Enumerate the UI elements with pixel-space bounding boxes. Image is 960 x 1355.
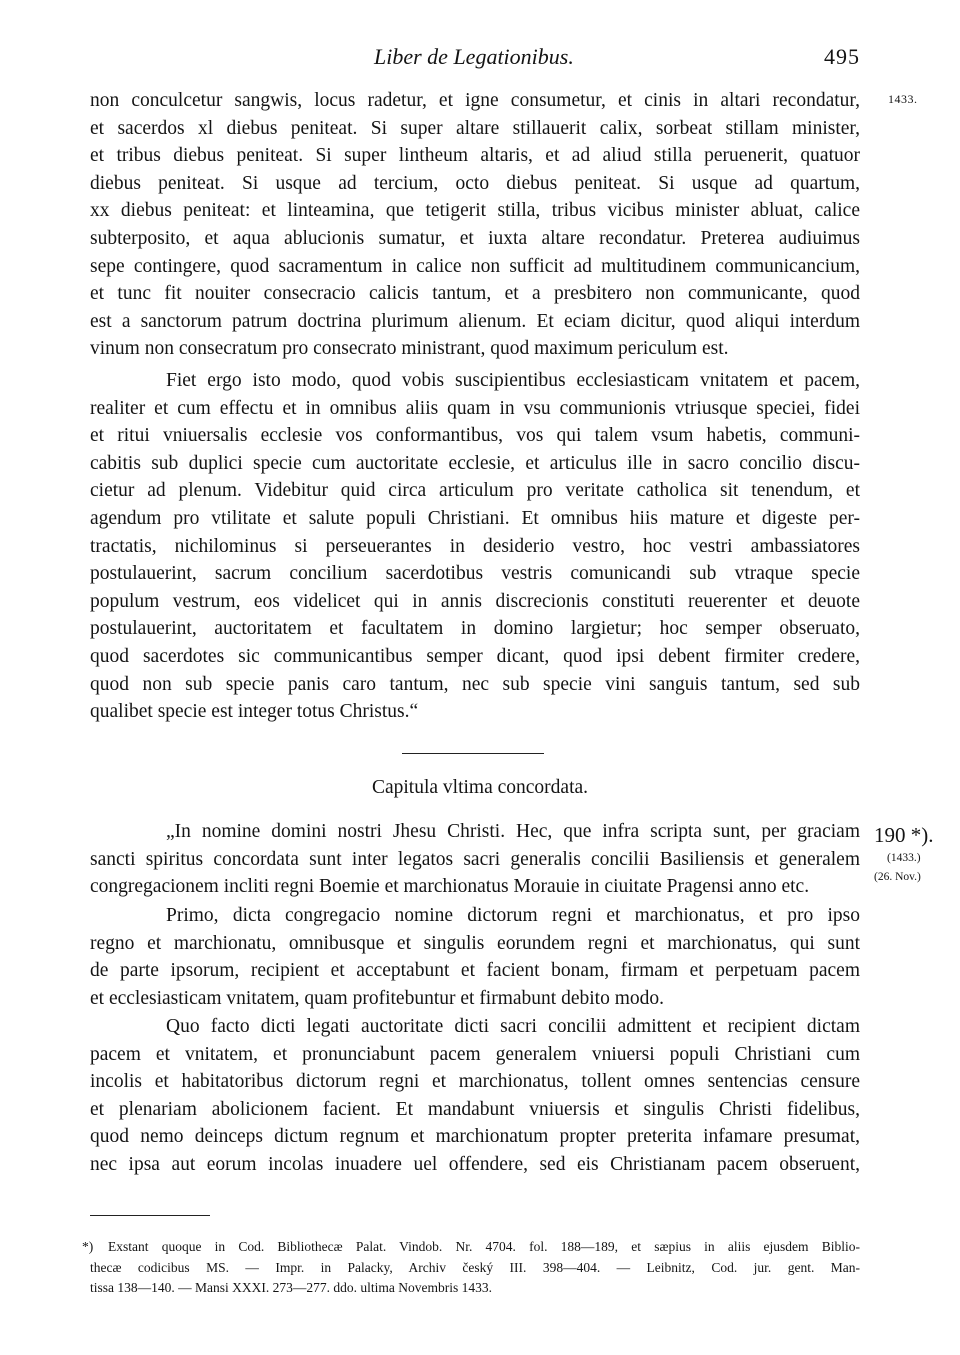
text-line: vinum non consecratum pro consecrato ministrant, quod maximum periculum est. — [90, 338, 729, 360]
running-header — [90, 44, 860, 74]
paragraph-2 — [90, 367, 860, 726]
running-title: Liber de Legationibus. — [374, 44, 574, 69]
text-line: et tribus diebus peniteat. Si super lintheum altaris, et ad aliud stilla peruenerit, quatuor — [90, 145, 860, 167]
paragraph-5 — [90, 1013, 860, 1179]
section-divider — [402, 753, 544, 754]
text-line: incolis et habitatoribus dictorum regni et marchionatus, tollent omnes sentencias censure — [90, 1071, 860, 1093]
text-line: Primo, dicta congregacio nomine dictorum regni et marchionatus, et pro ipso — [166, 905, 860, 926]
text-line: et ecclesiasticam vnitatem, quam profitebuntur et firmabunt debito modo. — [90, 987, 664, 1009]
page-number: 495 — [824, 44, 860, 69]
footnote-line: tissa 138—140. — Mansi XXXI. 273—277. ddo. ultima Novembris 1433. — [90, 1280, 492, 1295]
text-line: subterposito, et aqua ablucionis sumatur, et iuxta altare recondatur. Preterea audiuimus — [90, 227, 860, 249]
footnote-line: thecæ codicibus MS. — Impr. in Palacky, Archiv český III. 398—404. — Leibnitz, Cod. jur. gent. Man- — [90, 1259, 860, 1275]
text-line: quod non sub specie panis caro tantum, nec sub specie vini sanguis tantum, sed sub — [90, 673, 860, 695]
text-line: Quo facto dicti legati auctoritate dicti sacri concilii admittent et recipient dictam — [166, 1016, 860, 1037]
text-line: qualibet specie est integer totus Christus.“ — [90, 701, 419, 723]
text-line: cietur ad plenum. Videbitur quid circa articulum pro veritate catholica sit tenendum, et — [90, 480, 860, 502]
text-line: realiter et cum effectu et in omnibus aliis quam in vsu communionis vtriusque speciei, fidei — [90, 397, 860, 419]
text-line: postulauerint, sacrum concilium sacerdotibus vestris comunicandi sub vtraque specie — [90, 563, 860, 585]
text-line: et sacerdos xl diebus peniteat. Si super altare stillauerit calix, sorbeat stillam minister, — [90, 117, 860, 139]
text-line: quod nemo deinceps dictum regnum et marchionatum propter preterita infamare presumat, — [90, 1126, 860, 1148]
margin-year: 1433. — [888, 92, 918, 106]
text-line: „In nomine domini nostri Jhesu Christi. Hec, que infra scripta sunt, per graciam — [166, 821, 860, 842]
paragraph-3 — [90, 818, 860, 901]
text-line: non conculcetur sangwis, locus radetur, et igne consumetur, et cinis in altari recondatur, — [90, 90, 860, 111]
text-line: nec ipsa aut eorum incolas inuadere uel offendere, sed eis Christianam pacem obseruent, — [90, 1153, 860, 1175]
text-line: congregacionem incliti regni Boemie et marchionatus Morauie in ciuitate Pragensi anno etc. — [90, 876, 810, 898]
text-line: est a sanctorum patrum doctrina plurimum alienum. Et eciam dicitur, quod aliqui interdum — [90, 310, 860, 332]
section-title: Capitula vltima concordata. — [371, 777, 589, 798]
text-line: xx diebus peniteat: et linteamina, que tetigerit stilla, tribus vicibus minister abluat, calice — [90, 200, 860, 222]
text-line: et tunc fit nouiter consecracio calicis tantum, et a presbitero non communicante, quod — [90, 283, 860, 305]
text-line: sepe contingere, quod sacramentum in calice non sufficit ad multitudinem communicancium, — [90, 255, 860, 277]
paragraph-4 — [90, 902, 860, 1012]
text-line: pacem et vnitatem, et pronunciabunt pacem generalem vniuersi populi Christiani cum — [90, 1043, 860, 1065]
paragraph-1 — [90, 87, 860, 363]
footnote — [82, 1237, 860, 1299]
footnote-line: Exstant quoque in Cod. Bibliothecæ Palat. Vindob. Nr. 4704. fol. 188—189, et sæpius in aliis ejusdem Biblio- — [108, 1239, 860, 1254]
text-line: cabitis sub duplici specie cum auctoritate ecclesie, et articulus ille in sacro concilio discu- — [90, 452, 860, 474]
text-line: sancti spiritus concordata sunt inter legatos sacri generalis concilii Basiliensis et generalem — [90, 848, 860, 870]
text-line: populum vestrum, eos videlicet qui in annis discrecionis constituti reuerenter et deuote — [90, 590, 860, 612]
text-line: Fiet ergo isto modo, quod vobis suscipientibus ecclesiasticam vnitatem et pacem, — [166, 370, 860, 391]
margin-date-year: (1433.) — [887, 852, 921, 864]
text-line: et ritui vniuersalis ecclesie vos conformantibus, vos qui talem vsum habetis, communi- — [90, 425, 860, 447]
footnote-mark: *) — [82, 1239, 94, 1254]
text-line: diebus peniteat. Si usque ad tercium, octo diebus peniteat. Si usque ad quartum, — [90, 172, 860, 194]
margin-document-number: 190 *). — [874, 823, 934, 847]
text-line: postulauerint, auctoritatem et facultatem in domino largietur; hoc semper obseruato, — [90, 618, 860, 640]
text-line: tractatis, nichilominus si perseuerantes in desiderio vestro, hoc vestri ambassiatores — [90, 535, 860, 557]
footnote-rule — [90, 1215, 210, 1216]
text-line: quod sacerdotes sic communicantibus semper dicant, quod ipsi debent firmiter credere, — [90, 645, 860, 667]
text-line: et plenariam abolicionem facient. Et mandabunt vniuersis et singulis Christi fidelibus, — [90, 1098, 860, 1120]
margin-date-day: (26. Nov.) — [874, 871, 921, 883]
text-line: agendum pro vtilitate et salute populi Christiani. Et omnibus hiis mature et digeste per- — [90, 507, 860, 529]
text-line: regno et marchionatu, omnibusque et singulis eorundem regni et marchionatus, qui sunt — [90, 932, 860, 954]
text-line: de parte ipsorum, recipient et acceptabunt et facient bonam, firmam et perpetuam pacem — [90, 960, 860, 982]
